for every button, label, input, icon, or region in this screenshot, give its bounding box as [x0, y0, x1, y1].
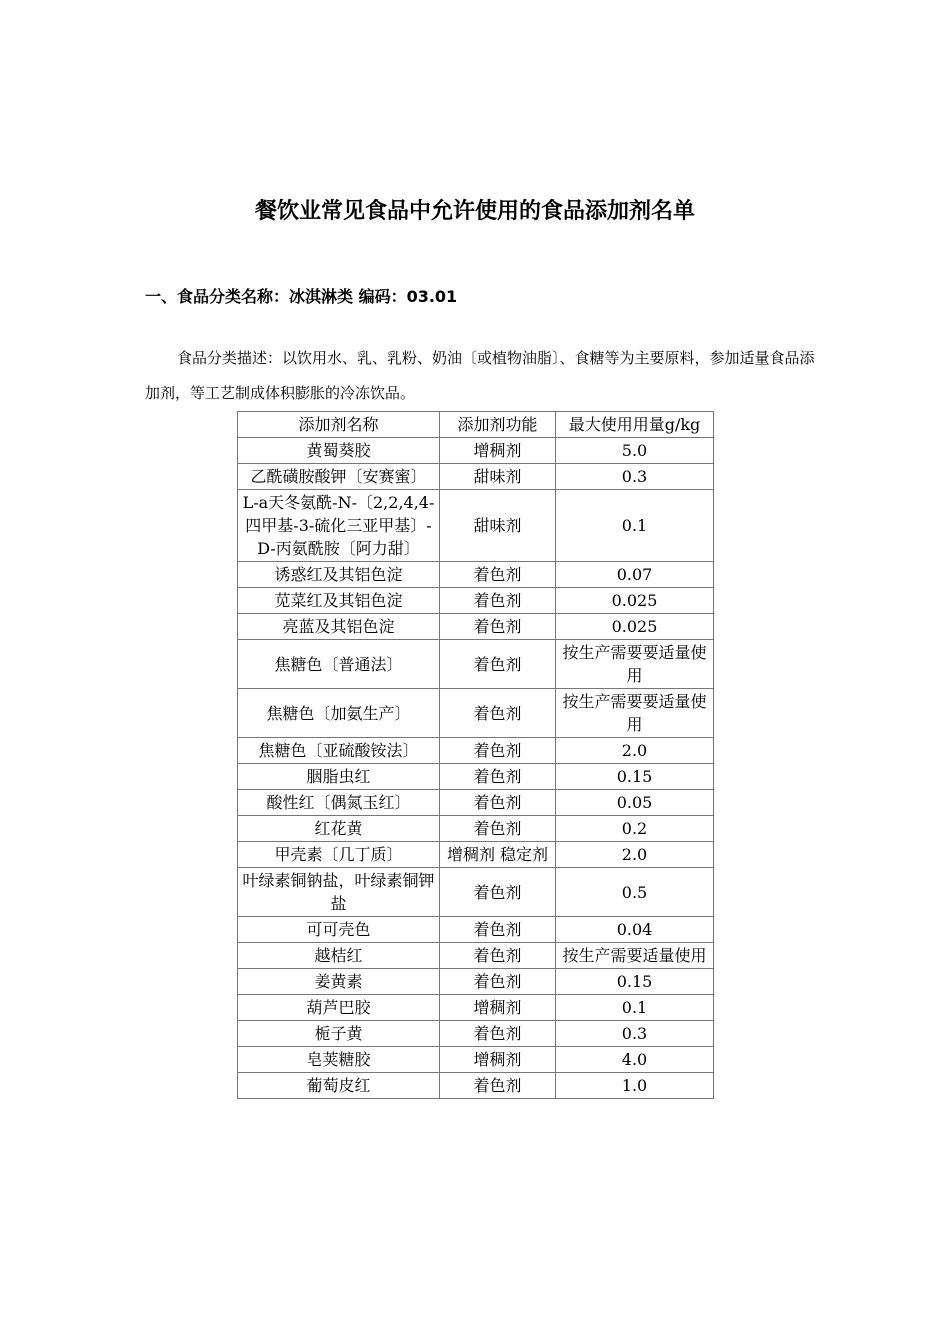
cell-additive-name: 诱惑红及其铝色淀: [238, 562, 440, 588]
cell-additive-function: 着色剂: [440, 816, 556, 842]
cell-additive-function: 着色剂: [440, 640, 556, 689]
table-row: [238, 868, 714, 917]
cell-max-usage: 1.0: [556, 1073, 714, 1099]
table-row: [238, 464, 714, 490]
cell-max-usage: 0.3: [556, 1021, 714, 1047]
cell-additive-name: 焦糖色〔普通法〕: [238, 640, 440, 689]
cell-additive-name: 姜黄素: [238, 969, 440, 995]
cell-additive-name: 苋菜红及其铝色淀: [238, 588, 440, 614]
category-description: 食品分类描述：以饮用水、乳、乳粉、奶油〔或植物油脂〕、食糖等为主要原料，参加适量食品添加剂，等工艺制成体积膨胀的冷冻饮品。: [145, 349, 815, 402]
table-header-row: [238, 412, 714, 438]
cell-max-usage: 0.2: [556, 816, 714, 842]
cell-additive-name: 焦糖色〔亚硫酸铵法〕: [238, 738, 440, 764]
table-row: [238, 562, 714, 588]
table-body: [238, 438, 714, 1099]
cell-max-usage: 0.025: [556, 614, 714, 640]
cell-additive-name: 叶绿素铜钠盐，叶绿素铜钾盐: [238, 868, 440, 917]
table-row: [238, 790, 714, 816]
cell-additive-function: 着色剂: [440, 588, 556, 614]
cell-max-usage: 0.5: [556, 868, 714, 917]
cell-additive-name: 葡萄皮红: [238, 1073, 440, 1099]
cell-additive-function: 着色剂: [440, 943, 556, 969]
table-row: [238, 490, 714, 562]
cell-additive-function: 着色剂: [440, 868, 556, 917]
table-row: [238, 1047, 714, 1073]
cell-max-usage: 0.025: [556, 588, 714, 614]
table-row: [238, 943, 714, 969]
cell-max-usage: 按生产需要要适量使用: [556, 640, 714, 689]
header-max-usage: 最大使用用量g/kg: [556, 412, 714, 438]
cell-additive-function: 着色剂: [440, 764, 556, 790]
cell-additive-function: 增稠剂: [440, 1047, 556, 1073]
cell-max-usage: 0.15: [556, 969, 714, 995]
cell-additive-function: 增稠剂: [440, 438, 556, 464]
table-row: [238, 438, 714, 464]
cell-additive-name: 皂荚糖胶: [238, 1047, 440, 1073]
header-additive-function: 添加剂功能: [440, 412, 556, 438]
table-row: [238, 995, 714, 1021]
table-row: [238, 1021, 714, 1047]
section-heading: 一、食品分类名称：冰淇淋类 编码：03.01: [145, 287, 458, 306]
cell-additive-name: 可可壳色: [238, 917, 440, 943]
table-row: [238, 764, 714, 790]
cell-additive-function: 着色剂: [440, 738, 556, 764]
cell-max-usage: 0.05: [556, 790, 714, 816]
cell-additive-name: 乙酰磺胺酸钾〔安赛蜜〕: [238, 464, 440, 490]
cell-additive-function: 增稠剂: [440, 995, 556, 1021]
cell-max-usage: 2.0: [556, 738, 714, 764]
cell-additive-name: 红花黄: [238, 816, 440, 842]
cell-additive-function: 着色剂: [440, 689, 556, 738]
cell-max-usage: 5.0: [556, 438, 714, 464]
cell-additive-name: 甲壳素〔几丁质〕: [238, 842, 440, 868]
cell-max-usage: 按生产需要要适量使用: [556, 689, 714, 738]
table-row: [238, 917, 714, 943]
table-row: [238, 816, 714, 842]
document-title: 餐饮业常见食品中允许使用的食品添加剂名单: [254, 199, 695, 224]
cell-max-usage: 按生产需要适量使用: [556, 943, 714, 969]
cell-additive-name: 黄蜀葵胶: [238, 438, 440, 464]
table-row: [238, 588, 714, 614]
cell-additive-name: 栀子黄: [238, 1021, 440, 1047]
cell-additive-function: 着色剂: [440, 1073, 556, 1099]
cell-additive-function: 甜味剂: [440, 490, 556, 562]
cell-max-usage: 0.1: [556, 490, 714, 562]
table-row: [238, 689, 714, 738]
cell-additive-name: 葫芦巴胶: [238, 995, 440, 1021]
table-row: [238, 1073, 714, 1099]
cell-additive-name: 焦糖色〔加氨生产〕: [238, 689, 440, 738]
cell-additive-name: L-a天冬氨酰-N-〔2,2,4,4-四甲基-3-硫化三亚甲基〕-D-丙氨酰胺〔阿力甜〕: [238, 490, 440, 562]
cell-additive-function: 着色剂: [440, 969, 556, 995]
additives-table: [237, 411, 714, 1099]
header-additive-name: 添加剂名称: [238, 412, 440, 438]
cell-max-usage: 0.15: [556, 764, 714, 790]
cell-additive-name: 酸性红〔偶氮玉红〕: [238, 790, 440, 816]
cell-additive-name: 越桔红: [238, 943, 440, 969]
cell-max-usage: 0.1: [556, 995, 714, 1021]
cell-additive-function: 着色剂: [440, 917, 556, 943]
cell-max-usage: 4.0: [556, 1047, 714, 1073]
table-row: [238, 614, 714, 640]
cell-additive-function: 甜味剂: [440, 464, 556, 490]
cell-additive-function: 着色剂: [440, 1021, 556, 1047]
cell-max-usage: 0.07: [556, 562, 714, 588]
cell-additive-function: 着色剂: [440, 562, 556, 588]
cell-additive-function: 增稠剂 稳定剂: [440, 842, 556, 868]
table-row: [238, 969, 714, 995]
cell-max-usage: 0.3: [556, 464, 714, 490]
table-row: [238, 640, 714, 689]
table-row: [238, 842, 714, 868]
cell-additive-function: 着色剂: [440, 614, 556, 640]
table-row: [238, 738, 714, 764]
cell-additive-name: 胭脂虫红: [238, 764, 440, 790]
cell-max-usage: 2.0: [556, 842, 714, 868]
cell-additive-function: 着色剂: [440, 790, 556, 816]
cell-additive-name: 亮蓝及其铝色淀: [238, 614, 440, 640]
cell-max-usage: 0.04: [556, 917, 714, 943]
